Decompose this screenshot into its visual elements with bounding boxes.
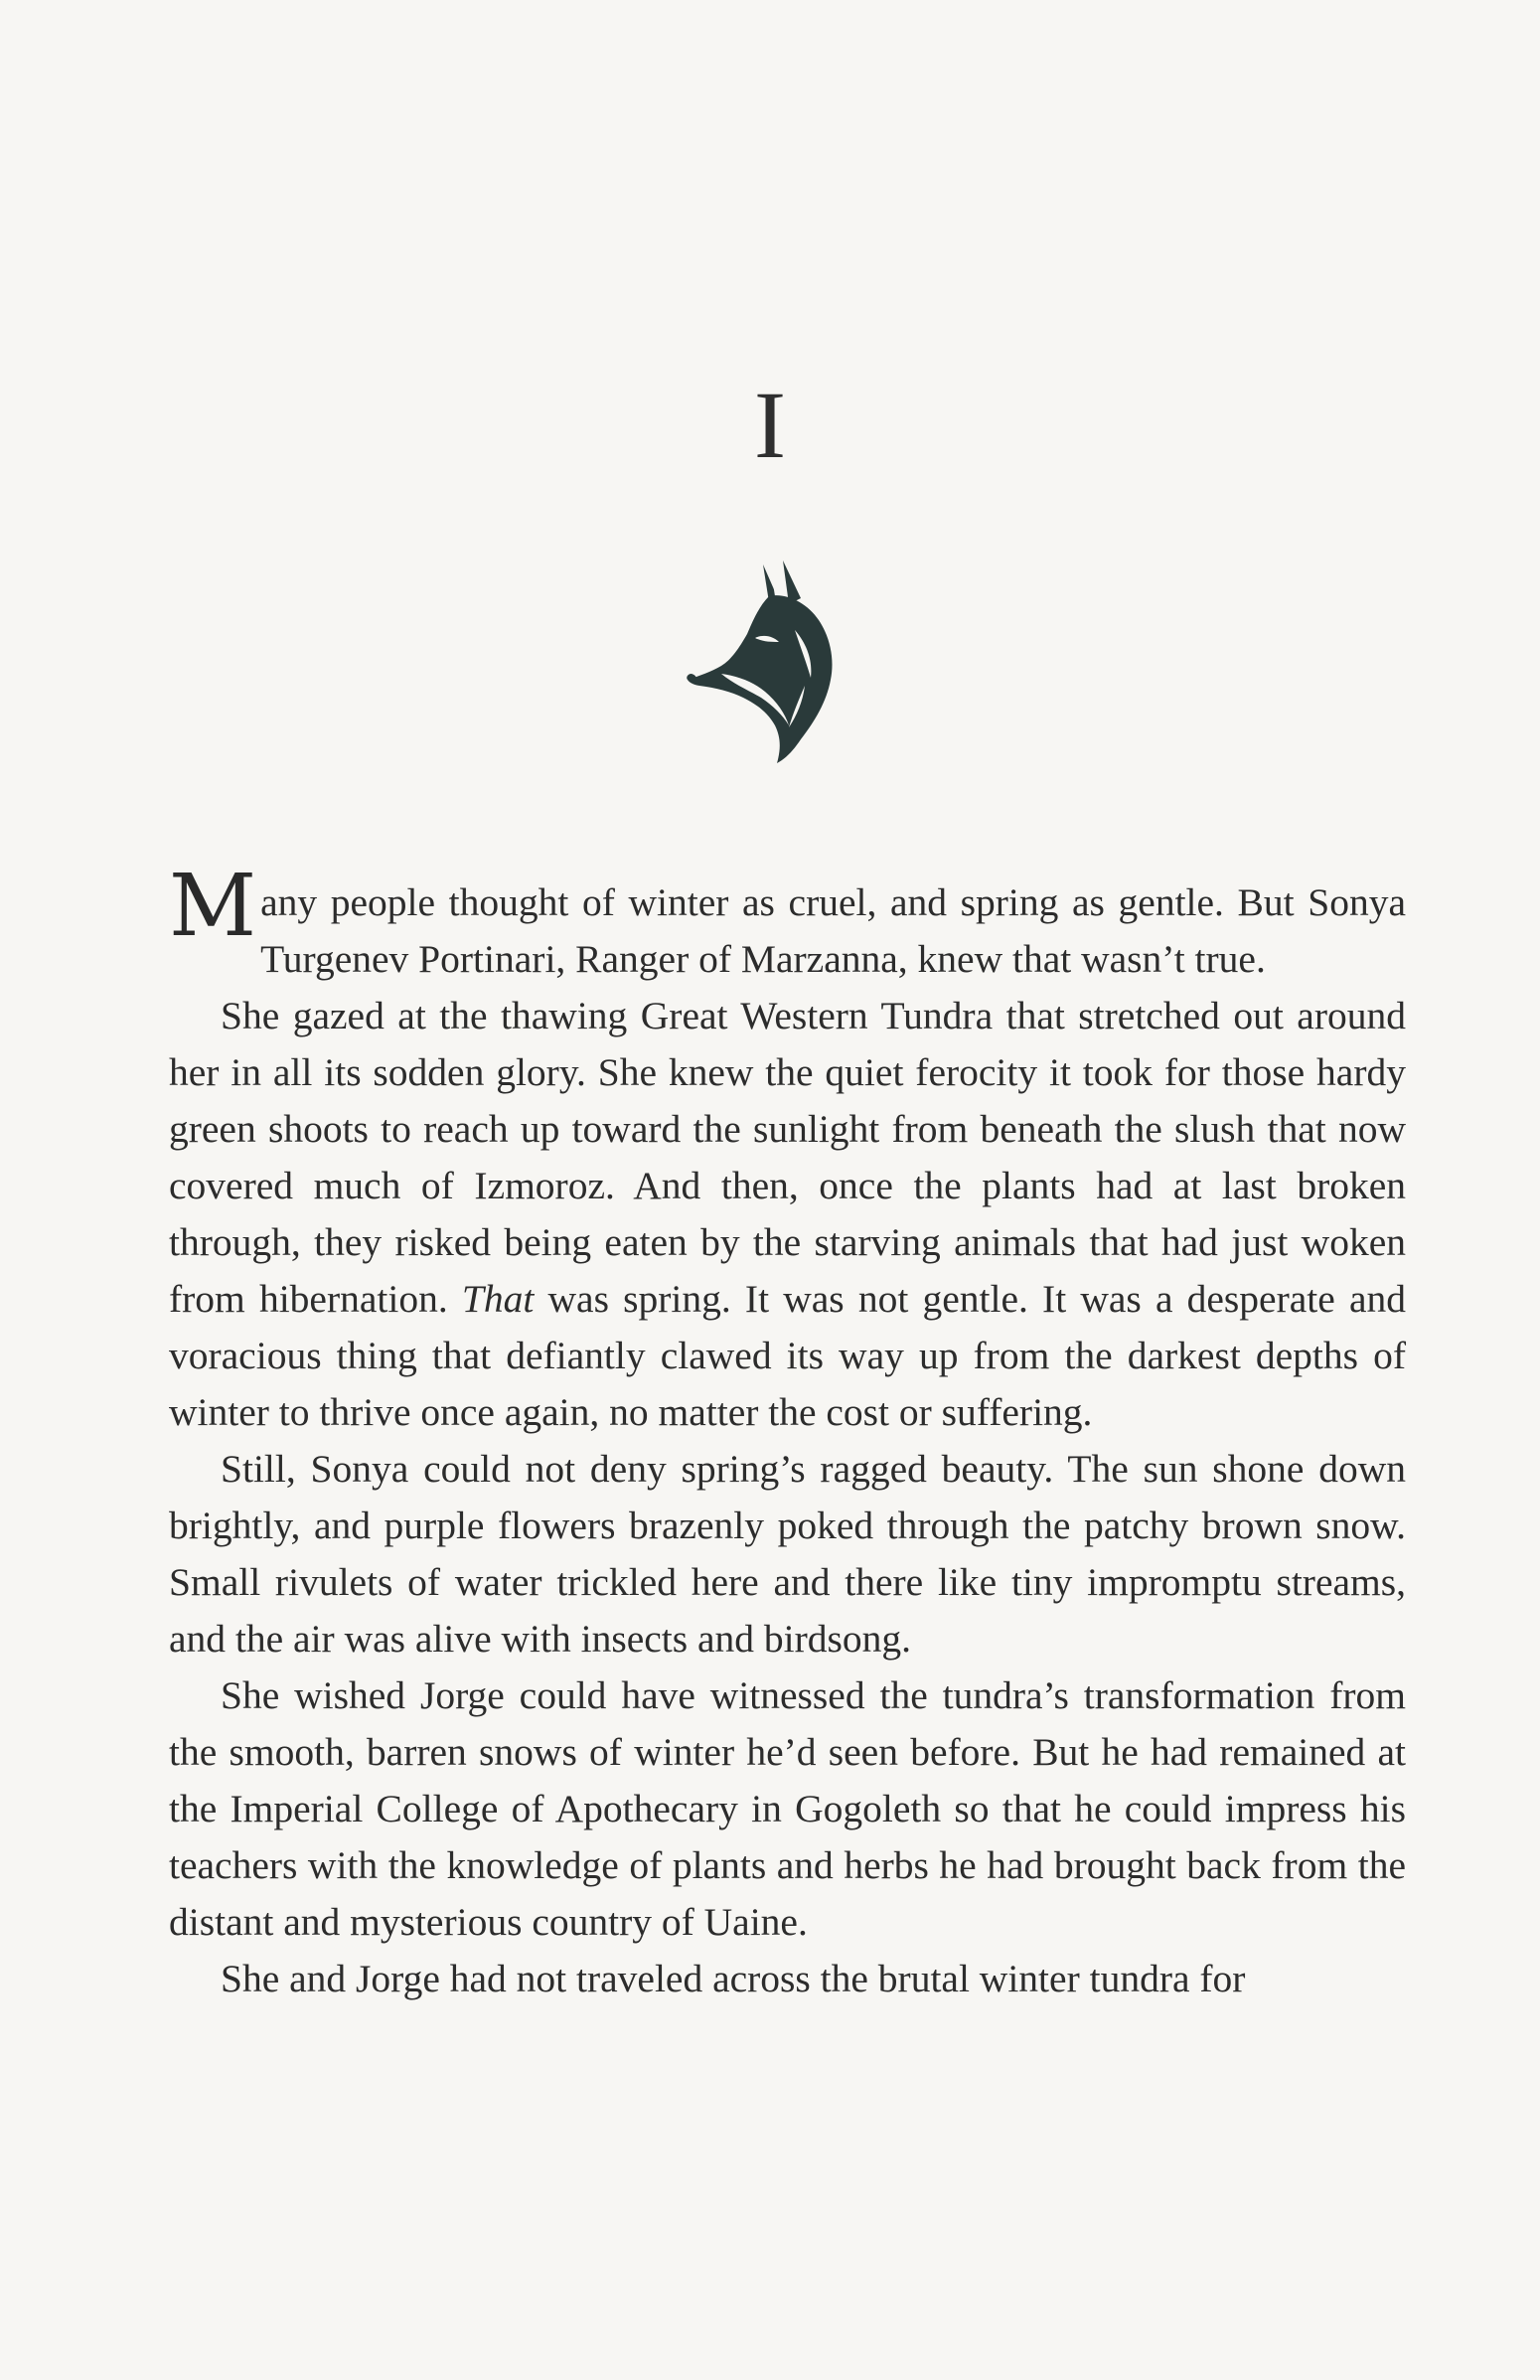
paragraph-5: She and Jorge had not traveled across the brutal winter tundra for: [221, 1957, 1246, 2000]
drop-cap: M: [169, 857, 257, 956]
paragraph-3: Still, Sonya could not deny spring’s ragged beauty. The sun shone down brightly, and purple flowers brazenly poked through the patchy brown snow. Small rivulets of water trickled here and there like tiny impromptu streams, and the air was alive with insects and birdsong.: [169, 1447, 1406, 1661]
paragraph-1-text: any people thought of winter as cruel, and spring as gentle. But Sonya Turgenev Portinari, Ranger of Marzanna, knew that wasn’t true.: [260, 880, 1406, 981]
paragraph-2-text-before: She gazed at the thawing Great Western Tundra that stretched out around her in all its sodden glory. She knew the quiet ferocity it took for those hardy green shoots to reach up toward the sunlight from beneath the slush that now covered much of Izmoroz. And then, once the plants had at last broken through, they risked being eaten by the starving animals that had just woken from hibernation.: [169, 994, 1406, 1321]
paragraph-2-emphasis: That: [461, 1277, 535, 1321]
wolf-head-icon: [686, 556, 854, 765]
paragraph-2: [169, 988, 1406, 1441]
chapter-number: I: [754, 372, 786, 478]
paragraph-2-text-after: was spring. It was not gentle. It was a desperate and voracious thing that defiantly clawed its way up from the darkest depths of winter to thrive once again, no matter the cost or suffering.: [169, 1277, 1406, 1434]
chapter-text: [169, 857, 1406, 2007]
paragraph-4: She wished Jorge could have witnessed the tundra’s transformation from the smooth, barren snows of winter he’d seen before. But he had remained at the Imperial College of Apothecary in Gogoleth so that he could impress his teachers with the knowledge of plants and herbs he had brought back from the distant and mysterious country of Uaine.: [169, 1673, 1406, 1944]
paragraph-1: [169, 857, 1406, 988]
